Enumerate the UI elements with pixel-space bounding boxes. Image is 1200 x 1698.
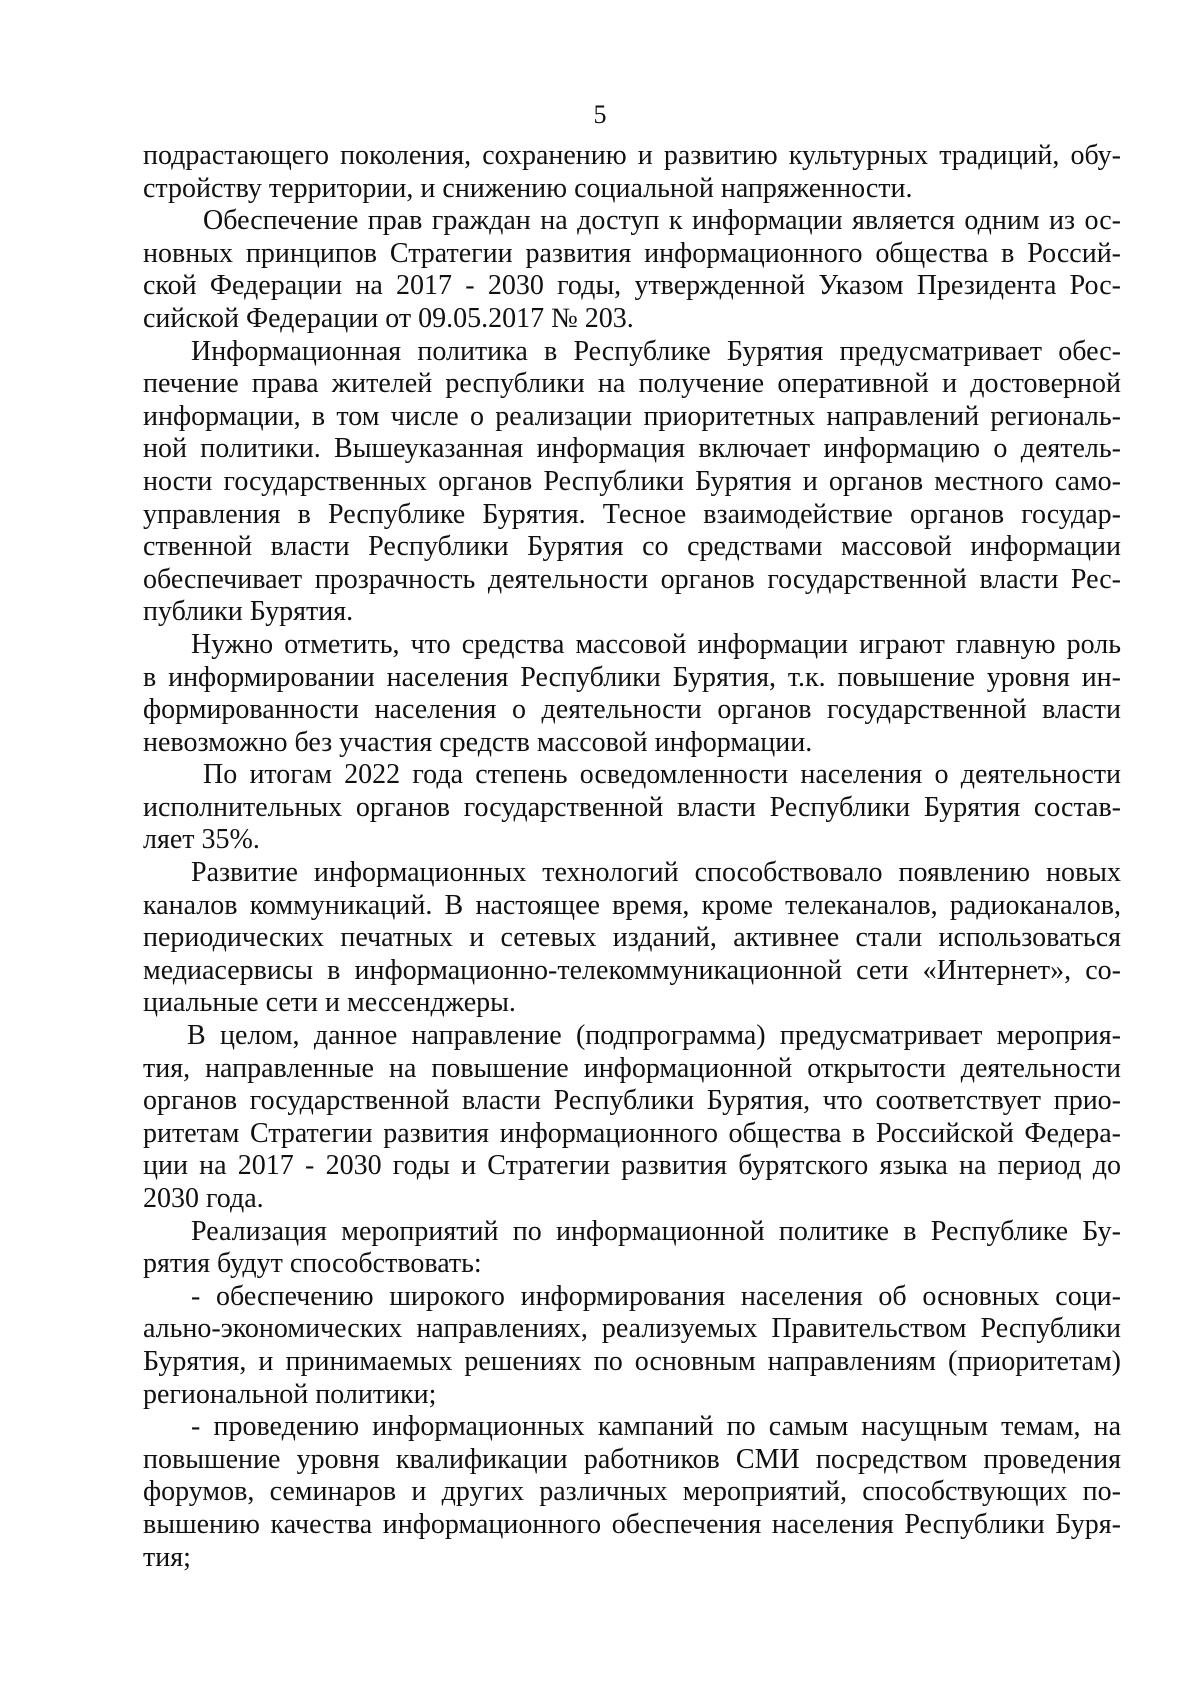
text-line: обеспечивает прозрачность деятельности органов государственной власти Рес- (143, 563, 1121, 595)
text-line: тия, направленные на повышение информационной открытости деятельности (143, 1052, 1121, 1084)
text-line: периодических печатных и сетевых изданий, активнее стали использоваться (143, 922, 1121, 954)
page-number: 5 (593, 100, 607, 129)
text-line: сийской Федерации от 09.05.2017 № 203. (143, 302, 634, 334)
text-line: публики Бурятия. (143, 596, 354, 628)
paragraph (143, 1281, 1121, 1411)
text-line: медиасервисы в информационно-телекоммуникационной сети «Интернет», со- (143, 954, 1121, 986)
paragraph (143, 140, 1121, 205)
text-line: ритетам Стратегии развития информационного общества в Российской Федера- (143, 1117, 1121, 1149)
paragraph (143, 205, 1121, 335)
text-line: Информационная политика в Республике Бурятия предусматривает обес- (191, 335, 1121, 367)
text-line: ной политики. Вышеуказанная информация включает информацию о деятель- (143, 433, 1121, 465)
text-line: ляет 35%. (143, 824, 260, 856)
text-line: - проведению информационных кампаний по самым насущным темам, на (191, 1411, 1121, 1443)
paragraph (143, 629, 1121, 759)
text-line: тия; (143, 1541, 191, 1573)
text-line: органов государственной власти Республики Бурятия, что соответствует прио- (143, 1085, 1121, 1117)
text-line: 2030 года. (143, 1183, 264, 1214)
text-line: исполнительных органов государственной власти Республики Бурятия состав- (143, 791, 1121, 823)
text-line: невозможно без участия средств массовой информации. (143, 726, 813, 758)
text-line: стройству территории, и снижению социальной напряженности. (143, 172, 913, 204)
text-line: повышение уровня квалификации работников СМИ посредством проведения (143, 1443, 1121, 1475)
text-line: вышению качества информационного обеспечения населения Республики Буря- (143, 1508, 1121, 1540)
text-line: - обеспечению широкого информирования населения об основных соци- (191, 1280, 1121, 1312)
text-line: каналов коммуникаций. В настоящее время, кроме телеканалов, радиоканалов, (143, 889, 1121, 921)
text-line: циальные сети и мессенджеры. (143, 987, 516, 1019)
text-line: ции на 2017 - 2030 годы и Стратегии развития бурятского языка на период до (143, 1150, 1121, 1182)
document-body (143, 140, 1121, 1574)
paragraph (143, 857, 1121, 1020)
paragraph (143, 336, 1121, 629)
text-line: форумов, семинаров и других различных мероприятий, способствующих по- (143, 1476, 1121, 1508)
paragraph (143, 1020, 1121, 1216)
text-line: ственной власти Республики Бурятия со средствами массовой информации (143, 531, 1121, 563)
text-line: региональной политики; (143, 1378, 437, 1410)
text-line: Развитие информационных технологий способствовало появлению новых (191, 857, 1121, 889)
text-line: рятия будут способствовать: (143, 1248, 482, 1280)
text-line: Реализация мероприятий по информационной политике в Республике Бу- (191, 1215, 1121, 1247)
text-line: печение права жителей республики на получение оперативной и достоверной (143, 368, 1121, 400)
text-line: в информировании населения Республики Бурятия, т.к. повышение уровня ин- (143, 661, 1121, 693)
text-line: ности государственных органов Республики Бурятия и органов местного само- (143, 465, 1121, 497)
text-line: ально-экономических направлениях, реализуемых Правительством Республики (143, 1313, 1121, 1345)
text-line: управления в Республике Бурятия. Тесное взаимодействие органов государ- (143, 498, 1121, 530)
paragraph (143, 759, 1121, 857)
text-line: новных принципов Стратегии развития информационного общества в Россий- (143, 237, 1121, 269)
paragraph (143, 1411, 1121, 1574)
text-line: ской Федерации на 2017 - 2030 годы, утвержденной Указом Президента Рос- (143, 270, 1121, 302)
text-line: информации, в том числе о реализации приоритетных направлений региональ- (143, 400, 1121, 432)
text-line: формированности населения о деятельности органов государственной власти (143, 694, 1121, 726)
text-line: По итогам 2022 года степень осведомленности населения о деятельности (203, 759, 1121, 791)
text-line: Обеспечение прав граждан на доступ к информации является одним из ос- (203, 205, 1121, 237)
text-line: подрастающего поколения, сохранению и развитию культурных традиций, обу- (143, 140, 1121, 171)
text-line: Нужно отметить, что средства массовой информации играют главную роль (191, 628, 1121, 660)
text-line: Бурятия, и принимаемых решениях по основным направлениям (приоритетам) (143, 1345, 1121, 1377)
text-line: В целом, данное направление (подпрограмма) предусматривает мероприя- (187, 1020, 1121, 1052)
paragraph (143, 1216, 1121, 1281)
